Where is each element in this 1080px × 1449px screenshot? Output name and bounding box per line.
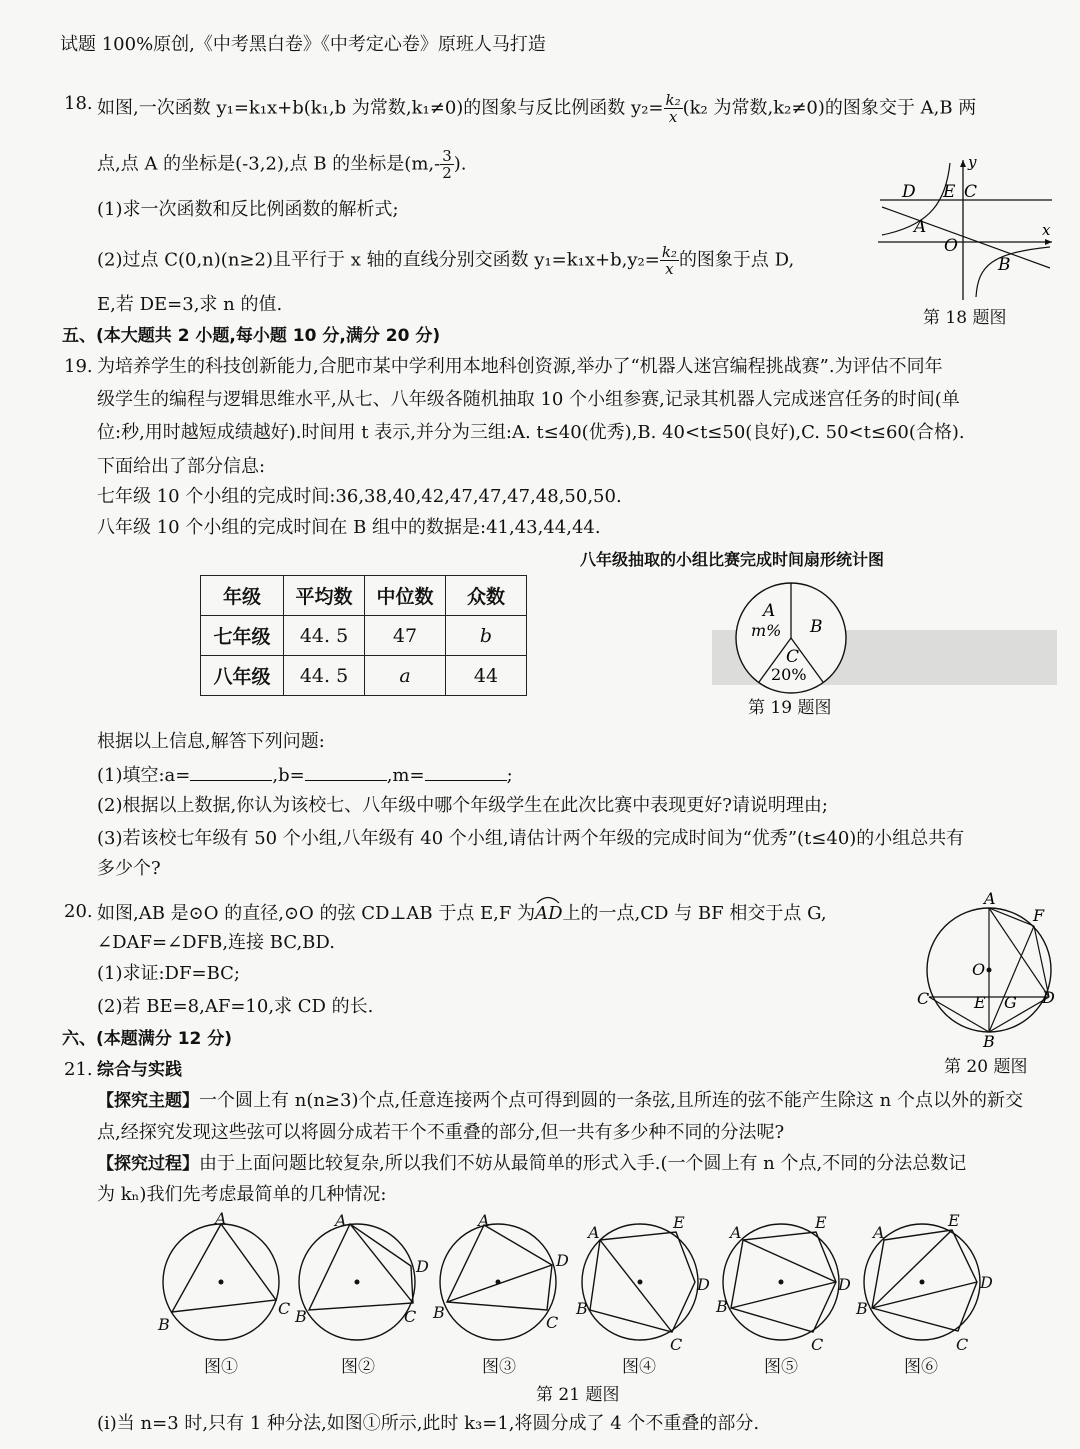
q20-line1 [97,900,827,926]
q21-process-line2: 为 kₙ)我们先考虑最简单的几种情况: [97,1184,387,1205]
q20-label-o: O [972,960,986,979]
q21-topic-line2: 点,经探究发现这些弦可以将圆分成若干个不重叠的部分,但一共有多少种不同的分法呢? [97,1122,785,1143]
q21-topic-line1 [97,1089,1023,1113]
fig4-label-b: B [576,1299,588,1318]
table-cell: 44. 5 [284,656,365,696]
frac-num: k₂ [661,243,677,261]
table-row [201,656,527,696]
table-cell: 44 [446,656,527,696]
q20-arc-ad [535,900,562,926]
fig4-label-c: C [670,1335,683,1354]
q20-part1: (1)求证:DF=BC; [97,963,240,984]
fig3-label-c: C [546,1313,559,1332]
q20-caption: 第 20 题图 [944,1057,1028,1077]
q19-part1-a: (1)填空:a= [97,765,191,786]
q19-pie-chart [735,582,850,697]
fig3-label-b: B [433,1303,445,1322]
table-cell: 七年级 [201,616,284,656]
q20-label-b: B [983,1032,995,1051]
table-header-cell: 年级 [201,576,284,616]
q18-label-e: E [943,182,956,202]
fig6-label-e: E [948,1211,960,1230]
pie-value-a: m% [751,621,782,640]
q19-stat-table [200,575,527,696]
table-cell: b [446,616,527,656]
frac-den: x [668,108,678,126]
pie-label-c: C [786,647,800,667]
q19-part3-cont: 多少个? [97,858,161,879]
q18-line1 [97,92,976,125]
q20-number: 20. [64,901,93,922]
table-row [201,616,527,656]
fig3-label-d: D [556,1251,569,1270]
table-header-cell: 众数 [446,576,527,616]
q21-caption: 第 21 题图 [536,1385,620,1405]
q18-part2 [97,244,794,277]
fig5-label-d: D [838,1275,851,1294]
answer-blank-b[interactable] [305,762,387,781]
fig6-label-c: C [956,1335,969,1354]
q19-line4: 下面给出了部分信息: [97,456,266,477]
q18-label-b: B [998,255,1011,275]
frac2-den: 2 [442,164,452,182]
q18-line2-b: ). [453,153,467,175]
q21-process-tag: 【探究过程】 [97,1154,199,1174]
table-header-row [201,576,527,616]
table-cell: a [365,656,446,696]
arc-text: AD [535,903,563,924]
fig4-label-e: E [673,1213,685,1232]
table-cell: 47 [365,616,446,656]
q18-label-c: C [964,182,978,202]
table-header-cell: 中位数 [365,576,446,616]
q19-part1-c: ,m= [386,765,425,786]
table-cell: 44. 5 [284,616,365,656]
q18-line1-a: 如图,一次函数 y₁=k₁x+b(k₁,b 为常数,k₁≠0)的图象与反比例函数 y₂= [97,97,664,119]
q18-label-a: A [914,217,927,237]
q18-part2-b: 的图象于点 D, [678,249,795,271]
table-cell: 八年级 [201,656,284,696]
q18-figure [870,155,1060,305]
q21-process-line1 [97,1152,966,1176]
q20-label-g: G [1004,993,1017,1012]
q18-part2-a: (2)过点 C(0,n)(n≥2)且平行于 x 轴的直线分别交函数 y₁=k₁x+b,y₂= [97,249,660,271]
fig6-caption: 图⑥ [904,1357,938,1377]
q18-line2 [97,148,467,181]
fig3-label-a: A [478,1211,490,1230]
arc-symbol [535,894,561,904]
fig1-label-c: C [278,1299,291,1318]
q20-line1-a: 如图,AB 是⊙O 的直径,⊙O 的弦 CD⊥AB 于点 E,F 为 [97,903,536,924]
q19-part1 [97,762,513,788]
frac-num: k₂ [665,91,681,109]
fig2-label-a: A [335,1211,347,1230]
q18-frac-k2-x [664,92,683,125]
q19-line6: 八年级 10 个小组的完成时间在 B 组中的数据是:41,43,44,44. [97,517,601,538]
fig6-label-d: D [980,1273,993,1292]
fig2-caption: 图② [341,1357,375,1377]
q19-part3: (3)若该校七年级有 50 个小组,八年级有 40 个小组,请估计两个年级的完成时间为“优秀”(t≤40)的小组总共有 [97,828,965,849]
q20-figure [910,890,1070,1050]
fig2-label-b: B [295,1307,307,1326]
q18-label-y: y [968,153,977,171]
frac2-num: 3 [442,147,452,165]
q19-line1: 为培养学生的科技创新能力,合肥市某中学利用本地科创资源,举办了“机器人迷宫编程挑战赛”.为评估不同年 [97,356,943,377]
q19-ask: 根据以上信息,解答下列问题: [97,731,325,752]
q20-line1-b: 上的一点,CD 与 BF 相交于点 G, [562,903,827,924]
q21-case1: (ⅰ)当 n=3 时,只有 1 种分法,如图①所示,此时 k₃=1,将圆分成了 4 个不重叠的部分. [97,1413,760,1434]
fig2-label-c: C [404,1307,417,1326]
q19-part2: (2)根据以上数据,你认为该校七、八年级中哪个年级学生在此次比赛中表现更好?请说明理由; [97,795,828,816]
q20-label-f: F [1033,906,1045,925]
fig1-label-a: A [215,1209,227,1228]
fig4-label-a: A [588,1223,600,1242]
q20-label-a: A [984,889,996,908]
q18-part2-frac [660,244,679,277]
q19-number: 19. [64,356,93,377]
page-header: 试题 100%原创,《中考黑白卷》《中考定心卷》原班人马打造 [60,34,546,55]
q19-chart-title: 八年级抽取的小组比赛完成时间扇形统计图 [580,550,885,569]
q19-line2: 级学生的编程与逻辑思维水平,从七、八年级各随机抽取 10 个小组参赛,记录其机器人完成迷宫任务的时间(单 [97,389,960,410]
q18-line2-a: 点,点 A 的坐标是(-3,2),点 B 的坐标是(m,- [97,153,441,175]
fig5-label-a: A [730,1223,742,1242]
q21-topic-text: 一个圆上有 n(n≥3)个点,任意连接两个点可得到圆的一条弦,且所连的弦不能产生除这 n 个点以外的新交 [199,1090,1023,1111]
section-6-heading: 六、(本题满分 12 分) [62,1029,233,1049]
q18-number: 18. [64,93,93,114]
fig1-caption: 图① [204,1357,238,1377]
q18-label-o: O [944,236,958,256]
q21-topic-tag: 【探究主题】 [97,1091,199,1111]
q18-label-x: x [1042,221,1051,239]
fig3-caption: 图③ [482,1357,516,1377]
q18-label-d: D [902,182,916,202]
fig6-label-b: B [856,1299,868,1318]
frac-den: x [665,260,674,278]
pie-value-c: 20% [771,665,807,684]
pie-label-b: B [810,617,823,637]
answer-blank-m[interactable] [425,762,507,781]
fig4-label-d: D [697,1275,710,1294]
q18-frac-3-2 [440,148,454,181]
q21-process-text: 由于上面问题比较复杂,所以我们不妨从最简单的形式入手.(一个圆上有 n 个点,不同的分法总数记 [199,1153,967,1174]
fig6-label-a: A [873,1223,885,1242]
fig5-caption: 图⑤ [764,1357,798,1377]
q20-part2: (2)若 BE=8,AF=10,求 CD 的长. [97,996,374,1017]
fig4-caption: 图④ [622,1357,656,1377]
table-header-cell: 平均数 [284,576,365,616]
q18-part2-cont: E,若 DE=3,求 n 的值. [97,294,283,315]
q19-line3: 位:秒,用时越短成绩越好).时间用 t 表示,并分为三组:A. t≤40(优秀),B. 40<t≤50(良好),C. 50<t≤60(合格). [97,422,965,443]
q19-caption: 第 19 题图 [748,698,832,718]
answer-blank-a[interactable] [190,762,272,781]
q19-line5: 七年级 10 个小组的完成时间:36,38,40,42,47,47,47,48,50,50. [97,486,622,507]
pie-label-a: A [763,601,776,621]
fig1-label-b: B [158,1315,170,1334]
q20-label-c: C [917,989,930,1008]
q18-caption: 第 18 题图 [923,308,1007,328]
q19-part1-d: ; [506,765,513,786]
fig2-label-d: D [416,1257,429,1276]
q20-label-d: D [1042,988,1055,1007]
fig5-label-e: E [815,1213,827,1232]
q21-title: 综合与实践 [97,1060,182,1080]
fig5-label-c: C [811,1335,824,1354]
section-5-heading: 五、(本大题共 2 小题,每小题 10 分,满分 20 分) [62,326,441,346]
q19-part1-b: ,b= [272,765,305,786]
q20-line2: ∠DAF=∠DFB,连接 BC,BD. [97,932,335,953]
q20-label-e: E [974,993,986,1012]
q18-line1-b: (k₂ 为常数,k₂≠0)的图象交于 A,B 两 [682,97,977,119]
fig5-label-b: B [716,1297,728,1316]
q18-part1: (1)求一次函数和反比例函数的解析式; [97,199,399,220]
q21-number: 21. [64,1059,93,1080]
